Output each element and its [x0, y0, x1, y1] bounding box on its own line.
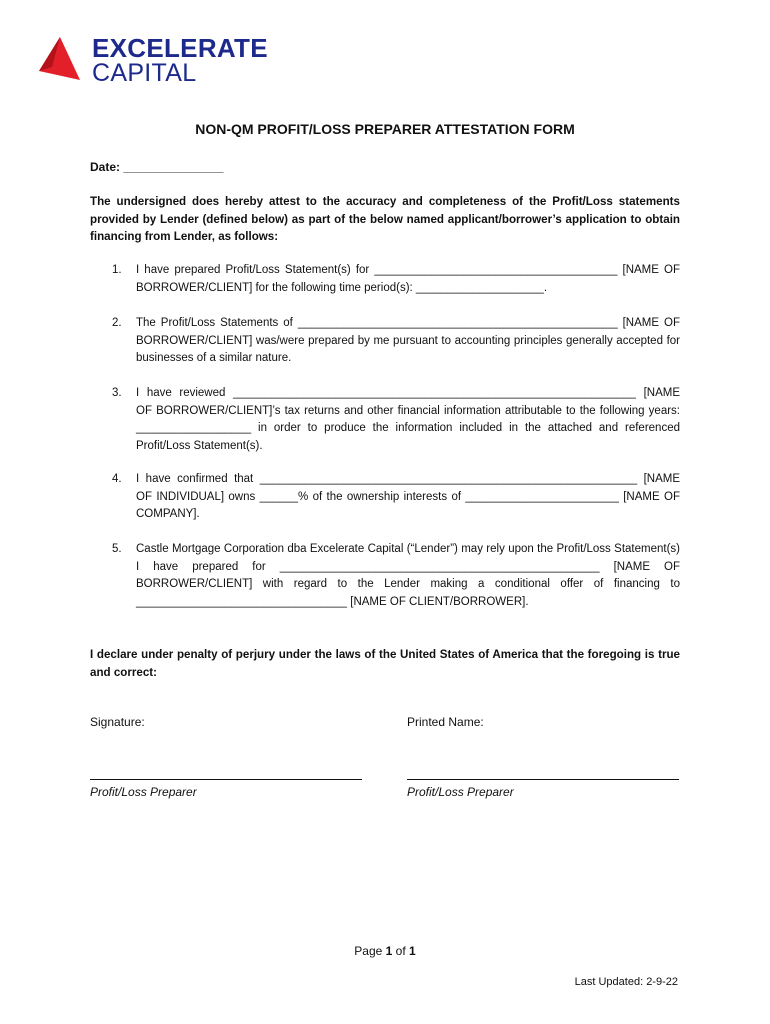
item-text: Castle Mortgage Corporation dba Excelerate Capital (“Lender”) may rely upon the Profit/Loss Statement(s) I have prepared for __________________________________________________ [NAME OF BORROWER/CLIENT] with regard to the Lender making a conditional offer of financing to _________________________________ [NAME OF CLIENT/BORROWER]. [136, 543, 680, 608]
item-number: 1. [112, 264, 122, 276]
item-number: 5. [112, 543, 122, 555]
attestation-item [112, 541, 680, 611]
signature-role: Profit/Loss Preparer [90, 785, 197, 799]
attestation-item [112, 471, 680, 524]
page-total: 1 [409, 944, 416, 958]
last-updated: Last Updated: 2-9-22 [574, 976, 678, 988]
item-text: I have reviewed _______________________________________________________________ [NAME OF BORROWER/CLIENT]’s tax returns and other financial information attributable to the following years: __________________ in order to produce the information included in the attached and referenced Profit/Loss Statement(s). [136, 387, 680, 452]
printed-name-line[interactable] [407, 779, 679, 780]
printed-name-label: Printed Name: [407, 715, 484, 729]
signature-label: Signature: [90, 715, 145, 729]
date-field: Date: _______________ [90, 160, 224, 174]
item-number: 2. [112, 317, 122, 329]
logo-text-line2: CAPITAL [92, 59, 197, 87]
item-text: I have prepared Profit/Loss Statement(s) for ______________________________________ [NAME OF BORROWER/CLIENT] for the following time period(s): ____________________. [136, 264, 680, 294]
attestation-item [112, 315, 680, 368]
page-current: 1 [385, 944, 393, 958]
item-number: 3. [112, 387, 122, 399]
signature-line[interactable] [90, 779, 362, 780]
page-number [0, 944, 770, 958]
attestation-item [112, 385, 680, 455]
item-text: I have confirmed that ___________________________________________________________ [NAME OF INDIVIDUAL] owns ______% of the ownership interests of ________________________ [NAME OF COMPANY]. [136, 473, 680, 520]
item-number: 4. [112, 473, 122, 485]
triangle-logo-icon [38, 36, 82, 82]
printed-name-role: Profit/Loss Preparer [407, 785, 514, 799]
form-title: NON-QM PROFIT/LOSS PREPARER ATTESTATION FORM [195, 121, 575, 137]
declaration-paragraph: I declare under penalty of perjury under the laws of the United States of America that the foregoing is true and correct: [90, 648, 680, 679]
company-logo [38, 33, 268, 87]
page-word: Page [354, 944, 383, 958]
item-text: The Profit/Loss Statements of __________________________________________________ [NAME OF BORROWER/CLIENT] was/were prepared by me pursuant to accounting principles generally accepted for businesses of a similar nature. [136, 317, 680, 364]
attestation-item [112, 262, 680, 297]
intro-paragraph: The undersigned does hereby attest to the accuracy and completeness of the Profit/Loss statements provided by Lender (defined below) as part of the below named applicant/borrower’s application to obtain financing from Lender, as follows: [90, 195, 680, 243]
logo-text-line1: EXCELERATE [92, 33, 268, 63]
of-word: of [395, 944, 406, 958]
